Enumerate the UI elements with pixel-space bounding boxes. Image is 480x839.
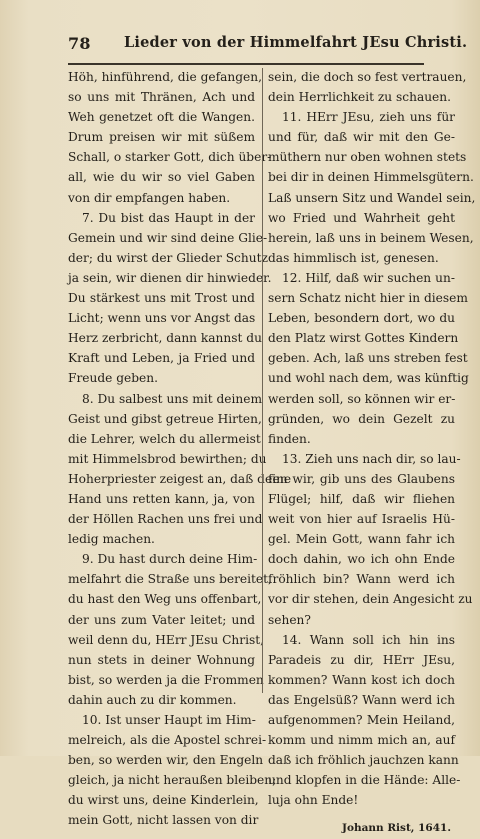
text-line: weil denn du, HErr JEsu Christ, — [68, 632, 265, 647]
text-line: melreich, als die Apostel schrei- — [68, 733, 267, 748]
text-line: wo Fried und Wahrheit geht — [268, 210, 455, 225]
text-line: und wohl nach dem, was künftig — [268, 371, 469, 386]
text-line: luja ohn Ende! — [268, 793, 359, 808]
text-line: von dir empfangen haben. — [68, 190, 231, 205]
text-line: der; du wirst der Glieder Schutz — [68, 250, 268, 265]
text-line: herein, laß uns in beinem Wesen, — [268, 230, 474, 245]
text-line: Licht; wenn uns vor Angst das — [68, 311, 256, 326]
text-line: sehen? — [268, 612, 311, 627]
text-line: du hast den Weg uns offenbart, — [68, 592, 262, 607]
text-line: so uns mit Thränen, Ach und — [68, 90, 255, 105]
text-line: Laß unsern Sitz und Wandel sein, — [268, 190, 476, 205]
text-line: 7. Du bist das Haupt in der — [82, 210, 255, 225]
text-line: sern Schatz nicht hier in diesem — [268, 291, 468, 306]
text-line: Gemein und wir sind deine Glie- — [68, 230, 268, 245]
text-line: finden. — [268, 431, 311, 446]
text-line: und klopfen in die Hände: Alle- — [268, 773, 461, 788]
text-line: bei dir in deinen Himmelsgütern. — [268, 170, 474, 185]
text-line: Höh, hinführend, die gefangen, — [68, 70, 262, 84]
text-line: 10. Ist unser Haupt im Him- — [82, 713, 256, 727]
text-line: fröhlich bin? Wann werd ich — [268, 572, 455, 587]
running-title: Lieder von der Himmelfahrt JEsu Christi. — [124, 34, 468, 51]
header-rule — [68, 63, 424, 65]
text-line: ja sein, wir dienen dir hinwieder. — [68, 270, 272, 285]
text-line: mit Himmelsbrod bewirthen; du — [68, 451, 267, 466]
column-divider — [262, 68, 263, 693]
text-line: du wirst uns, deine Kinderlein, — [68, 793, 259, 808]
text-line: 8. Du salbest uns mit deinem — [82, 391, 263, 406]
text-line: 9. Du hast durch deine Him- — [82, 552, 258, 567]
text-line: der Höllen Rachen uns frei und — [68, 512, 263, 527]
text-line: gleich, ja nicht heraußen bleiben; — [68, 773, 277, 788]
text-line: Drum preisen wir mit süßem — [68, 130, 255, 145]
text-line: bist, so werden ja die Frommen — [68, 672, 264, 687]
text-line: 11. HErr JEsu, zieh uns für — [282, 110, 455, 125]
page-header — [68, 34, 468, 58]
text-line: 12. Hilf, daß wir suchen un- — [282, 270, 455, 285]
text-line: doch dahin, wo ich ohn Ende — [268, 552, 455, 567]
text-line: geben. Ach, laß uns streben fest — [268, 351, 468, 366]
text-line: müthern nur oben wohnen stets — [268, 150, 467, 165]
text-line: kommen? Wann kost ich doch — [268, 672, 455, 687]
text-line: gründen, wo dein Gezelt zu — [268, 411, 455, 426]
text-line: aufgenommen? Mein Heiland, — [268, 713, 455, 727]
text-line: gel. Mein Gott, wann fahr ich — [268, 532, 455, 547]
text-line: der uns zum Vater leitet; und — [68, 612, 255, 627]
text-line: Paradeis zu dir, HErr JEsu, — [268, 652, 455, 667]
text-line: Hoherpriester zeigest an, daß deine — [68, 471, 292, 486]
text-line: weit von hier auf Israelis Hü- — [268, 512, 455, 527]
text-line: das Engelsüß? Wann werd ich — [268, 692, 455, 707]
text-line: komm und nimm mich an, auf — [268, 733, 455, 748]
text-line: das himmlisch ist, genesen. — [268, 250, 439, 265]
text-line: dein Herrlichkeit zu schauen. — [268, 90, 451, 105]
text-line: und für, daß wir mit den Ge- — [268, 130, 455, 145]
text-line: Schall, o starker Gott, dich über- — [68, 150, 272, 165]
text-line: Weh genetzet oft die Wangen. — [68, 110, 255, 125]
text-line: daß ich fröhlich jauchzen kann — [268, 753, 459, 768]
right-column — [268, 67, 476, 839]
text-line: Flügel; hilf, daß wir fliehen — [268, 491, 455, 506]
text-line: die Lehrer, welch du allermeist — [68, 431, 261, 446]
text-line: Kraft und Leben, ja Fried und — [68, 351, 255, 366]
text-line: werden soll, so können wir er- — [268, 391, 456, 406]
text-line: mein Gott, nicht lassen von dir — [68, 813, 259, 828]
text-line: sein, die doch so fest vertrauen, — [268, 70, 467, 84]
text-line: Geist und gibst getreue Hirten, — [68, 411, 262, 426]
text-line: Leben, besondern dort, wo du — [268, 311, 455, 326]
text-line: melfahrt die Straße uns bereitet, — [68, 572, 272, 587]
text-line: dahin auch zu dir kommen. — [68, 692, 237, 707]
text-line: 14. Wann soll ich hin ins — [282, 632, 455, 647]
hymn-attribution: Johann Rist, 1641. — [342, 822, 451, 835]
text-line: ledig machen. — [68, 532, 155, 547]
page-number: 78 — [68, 34, 91, 53]
text-line: 13. Zieh uns nach dir, so lau- — [282, 451, 461, 466]
text-line: ben, so werden wir, den Engeln — [68, 753, 264, 768]
text-line: fen wir, gib uns des Glaubens — [268, 471, 455, 486]
text-line: all, wie du wir so viel Gaben — [68, 170, 255, 185]
text-line: Herz zerbricht, dann kannst du — [68, 331, 262, 346]
text-line: nun stets in deiner Wohnung — [68, 652, 255, 667]
text-line: Hand uns retten kann, ja, von — [68, 491, 255, 506]
text-line: vor dir stehen, dein Angesicht zu — [268, 592, 473, 607]
text-line: den Platz wirst Gottes Kindern — [268, 331, 459, 346]
text-line: Freude geben. — [68, 371, 158, 386]
text-line: Du stärkest uns mit Trost und — [68, 291, 255, 306]
